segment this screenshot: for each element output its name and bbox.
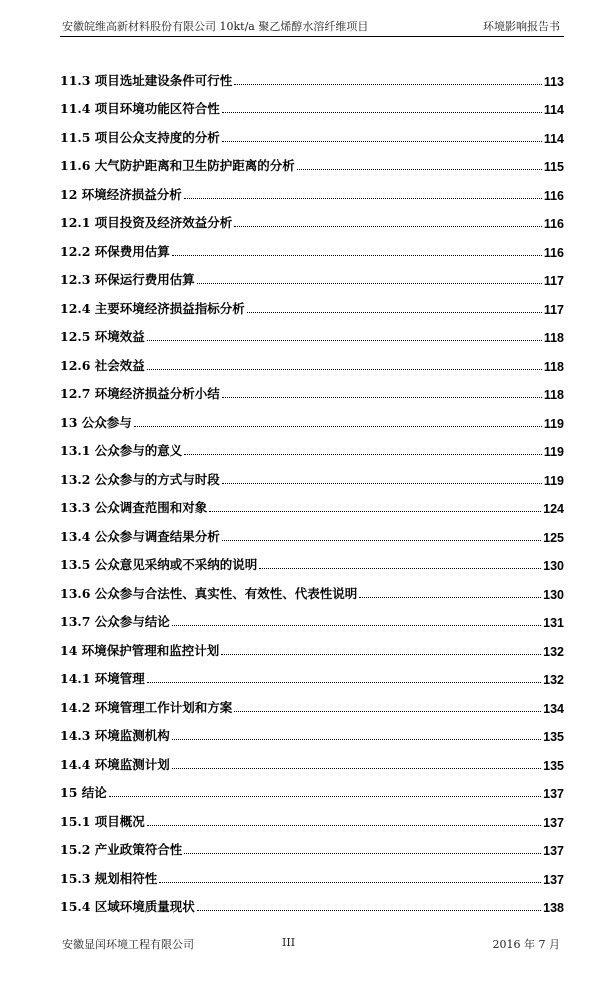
toc-entry-title: 12.4 主要环境经济损益指标分析	[60, 300, 245, 316]
toc-entry-page: 117	[543, 274, 564, 288]
toc-entry[interactable]	[60, 744, 564, 773]
toc-entry[interactable]	[60, 174, 564, 203]
toc-entry[interactable]	[60, 602, 564, 631]
toc-entry-title: 13.4 公众参与调查结果分析	[60, 528, 220, 544]
toc-entry-page: 135	[543, 758, 564, 773]
toc-dot-leader	[172, 255, 542, 256]
toc-entry-page: 116	[543, 217, 564, 231]
toc-entry-title: 15 结论	[60, 785, 107, 800]
toc-dot-leader	[134, 426, 542, 427]
toc-entry-page: 116	[543, 245, 564, 260]
toc-entry[interactable]	[60, 630, 564, 659]
toc-dot-leader	[209, 511, 541, 512]
toc-entry[interactable]	[60, 89, 564, 118]
page-header	[60, 16, 564, 37]
toc-entry-page: 134	[543, 701, 564, 716]
toc-entry[interactable]	[60, 60, 564, 89]
toc-dot-leader	[297, 169, 542, 170]
footer-date: 2016 年 7 月	[492, 938, 560, 951]
toc-entry-page: 117	[543, 302, 564, 317]
toc-entry-page: 130	[543, 587, 564, 602]
toc-entry-title: 11.6 大气防护距离和卫生防护距离的分析	[60, 158, 295, 173]
toc-entry[interactable]	[60, 516, 564, 545]
toc-entry-page: 135	[543, 730, 564, 744]
toc-entry-title: 15.2 产业政策符合性	[60, 842, 183, 857]
toc-entry[interactable]	[60, 687, 564, 716]
toc-entry-page: 137	[543, 815, 564, 830]
toc-entry[interactable]	[60, 431, 564, 460]
toc-entry-page: 116	[543, 188, 564, 203]
toc-dot-leader	[184, 198, 542, 199]
toc-dot-leader	[221, 654, 541, 655]
header-document-title: 安徽皖维高新材料股份有限公司 10kt/a 聚乙烯醇水溶纤维项目	[62, 20, 369, 33]
toc-entry-title: 13.5 公众意见采纳或不采纳的说明	[60, 557, 258, 572]
toc-dot-leader	[147, 825, 541, 826]
toc-entry-page: 138	[543, 901, 564, 915]
toc-entry[interactable]	[60, 659, 564, 688]
toc-entry[interactable]	[60, 260, 564, 289]
toc-entry-title: 14.4 环境监测计划	[60, 756, 170, 772]
toc-entry-title: 14 环境保护管理和监控计划	[60, 642, 220, 658]
toc-dot-leader	[234, 226, 542, 227]
toc-entry-title: 14.2 环境管理工作计划和方案	[60, 699, 233, 715]
toc-entry[interactable]	[60, 488, 564, 517]
toc-entry-page: 114	[543, 103, 564, 117]
footer-page-number: III	[282, 936, 296, 949]
toc-entry-title: 12 环境经济损益分析	[60, 186, 182, 202]
toc-entry[interactable]	[60, 317, 564, 346]
toc-dot-leader	[147, 340, 542, 341]
toc-dot-leader	[247, 312, 542, 313]
toc-entry-page: 132	[543, 644, 564, 659]
toc-entry[interactable]	[60, 858, 564, 887]
toc-entry[interactable]	[60, 374, 564, 403]
toc-entry[interactable]	[60, 203, 564, 232]
toc-entry-page: 137	[543, 787, 564, 801]
toc-entry-title: 12.1 项目投资及经济效益分析	[60, 215, 233, 230]
toc-dot-leader	[222, 540, 541, 541]
toc-entry-title: 13.3 公众调查范围和对象	[60, 500, 208, 515]
toc-entry-page: 131	[543, 616, 564, 630]
toc-entry[interactable]	[60, 573, 564, 602]
toc-entry-title: 15.3 规划相符性	[60, 870, 158, 886]
toc-entry-title: 12.6 社会效益	[60, 357, 145, 373]
toc-entry-title: 13.6 公众参与合法性、真实性、有效性、代表性说明	[60, 585, 358, 601]
toc-entry-page: 137	[543, 844, 564, 858]
toc-entry-title: 15.4 区域环境质量现状	[60, 899, 195, 914]
toc-dot-leader	[359, 597, 541, 598]
toc-entry-page: 113	[543, 74, 564, 89]
toc-dot-leader	[222, 141, 542, 142]
toc-entry-page: 118	[543, 359, 564, 374]
toc-dot-leader	[109, 796, 541, 797]
toc-dot-leader	[222, 112, 542, 113]
toc-dot-leader	[172, 739, 541, 740]
toc-dot-leader	[184, 454, 542, 455]
toc-entry-page: 115	[543, 160, 564, 174]
toc-entry-page: 125	[543, 530, 564, 545]
toc-entry-page: 132	[543, 673, 564, 687]
toc-dot-leader	[259, 568, 541, 569]
toc-dot-leader	[172, 768, 541, 769]
toc-entry-title: 12.2 环保费用估算	[60, 243, 170, 259]
toc-entry-title: 12.7 环境经济损益分析小结	[60, 386, 220, 401]
toc-entry-page: 130	[543, 559, 564, 573]
page-footer	[62, 936, 564, 954]
toc-entry-page: 119	[543, 416, 564, 431]
toc-entry[interactable]	[60, 801, 564, 830]
toc-entry[interactable]	[60, 830, 564, 859]
footer-company: 安徽显闰环境工程有限公司	[62, 938, 194, 951]
toc-entry[interactable]	[60, 288, 564, 317]
toc-entry[interactable]	[60, 345, 564, 374]
toc-dot-leader	[222, 397, 542, 398]
toc-dot-leader	[159, 882, 541, 883]
toc-entry[interactable]	[60, 716, 564, 745]
toc-dot-leader	[184, 853, 541, 854]
toc-entry-title: 13.7 公众参与结论	[60, 614, 170, 629]
toc-entry-page: 124	[543, 502, 564, 516]
toc-entry-title: 13 公众参与	[60, 414, 132, 430]
toc-dot-leader	[197, 910, 541, 911]
toc-entry[interactable]	[60, 459, 564, 488]
toc-entry-title: 11.3 项目选址建设条件可行性	[60, 72, 233, 88]
toc-entry-title: 13.2 公众参与的方式与时段	[60, 471, 220, 487]
toc-entry[interactable]	[60, 231, 564, 260]
toc-entry-title: 14.1 环境管理	[60, 671, 145, 686]
toc-entry[interactable]	[60, 402, 564, 431]
toc-entry-title: 12.3 环保运行费用估算	[60, 272, 195, 287]
toc-entry[interactable]	[60, 117, 564, 146]
header-report-type: 环境影响报告书	[483, 20, 560, 33]
toc-dot-leader	[147, 369, 542, 370]
toc-entry-title: 13.1 公众参与的意义	[60, 443, 183, 458]
toc-entry-page: 119	[543, 445, 564, 459]
table-of-contents	[60, 60, 564, 915]
toc-entry-title: 11.4 项目环境功能区符合性	[60, 101, 220, 116]
toc-entry[interactable]	[60, 545, 564, 574]
toc-dot-leader	[234, 84, 542, 85]
toc-dot-leader	[197, 283, 542, 284]
toc-dot-leader	[172, 625, 541, 626]
toc-entry-page: 114	[543, 131, 564, 146]
toc-entry[interactable]	[60, 773, 564, 802]
toc-entry-page: 118	[543, 388, 564, 402]
toc-entry-title: 11.5 项目公众支持度的分析	[60, 129, 220, 145]
toc-entry[interactable]	[60, 887, 564, 916]
toc-entry-title: 12.5 环境效益	[60, 329, 145, 344]
toc-entry-page: 137	[543, 872, 564, 887]
toc-dot-leader	[222, 483, 542, 484]
toc-entry-page: 118	[543, 331, 564, 345]
toc-entry-page: 119	[543, 473, 564, 488]
toc-entry-title: 15.1 项目概况	[60, 813, 145, 829]
toc-entry[interactable]	[60, 146, 564, 175]
toc-dot-leader	[234, 711, 541, 712]
toc-entry-title: 14.3 环境监测机构	[60, 728, 170, 743]
toc-dot-leader	[147, 682, 541, 683]
